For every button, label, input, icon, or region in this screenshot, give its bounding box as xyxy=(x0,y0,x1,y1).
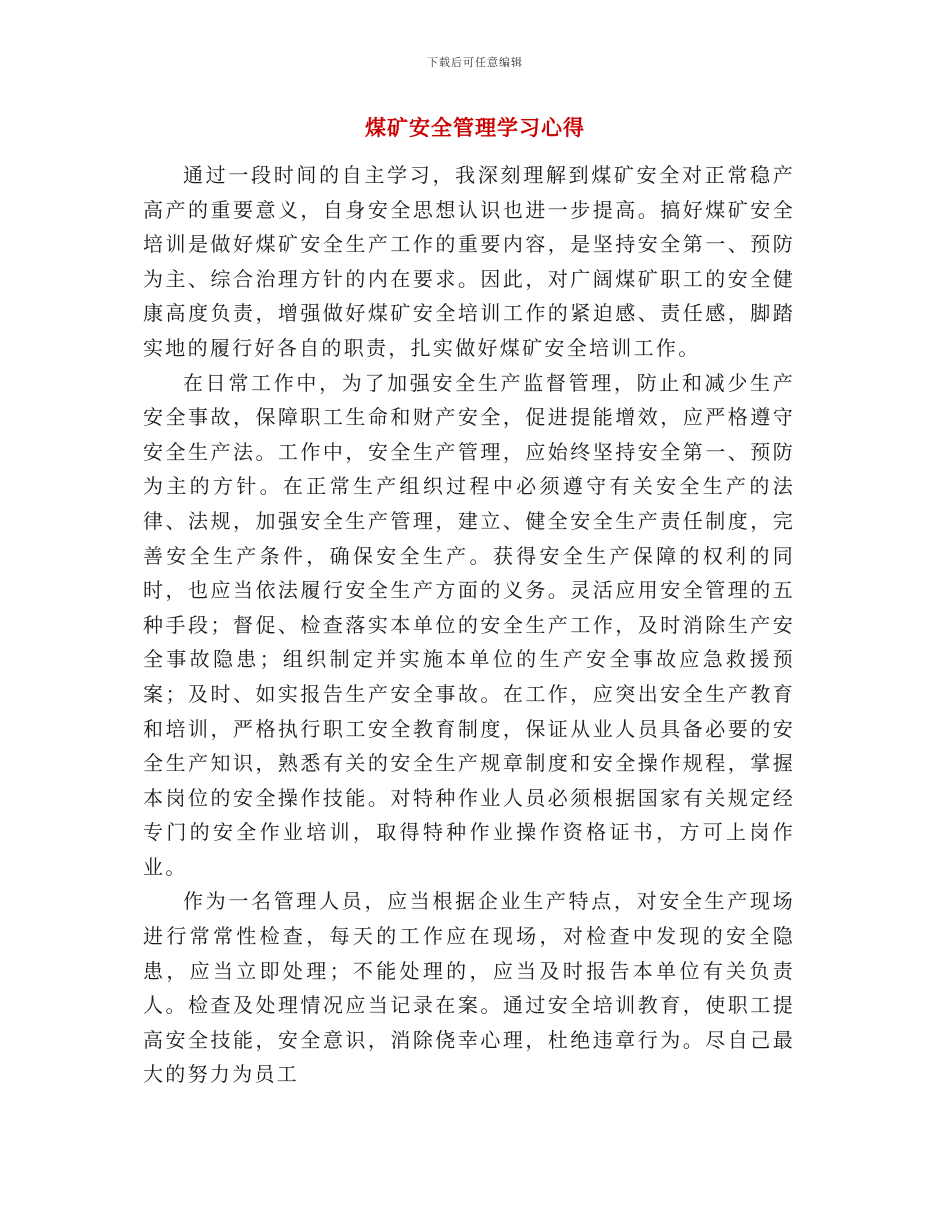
paragraph-3: 作为一名管理人员，应当根据企业生产特点，对安全生产现场进行常常性检查，每天的工作应在现场，对检查中发现的安全隐患，应当立即处理；不能处理的，应当及时报告本单位有关负责人。检查及处理情况应当记录在案。通过安全培训教育，使职工提高安全技能，安全意识，消除侥幸心理，杜绝违章行为。尽自己最大的努力为员工 xyxy=(143,889,795,1087)
paragraph-2: 在日常工作中，为了加强安全生产监督管理，防止和减少生产安全事故，保障职工生命和财产安全，促进提能增效，应严格遵守安全生产法。工作中，安全生产管理，应始终坚持安全第一、预防为主的方针。在正常生产组织过程中必须遵守有关安全生产的法律、法规，加强安全生产管理，建立、健全安全生产责任制度，完善安全生产条件，确保安全生产。获得安全生产保障的权利的同时，也应当依法履行安全生产方面的义务。灵活应用安全管理的五种手段；督促、检查落实本单位的安全生产工作，及时消除生产安全事故隐患；组织制定并实施本单位的生产安全事故应急救援预案；及时、如实报告生产安全事故。在工作，应突出安全生产教育和培训，严格执行职工安全教育制度，保证从业人员具备必要的安全生产知识，熟悉有关的安全生产规章制度和安全操作规程，掌握本岗位的安全操作技能。对特种作业人员必须根据国家有关规定经专门的安全作业培训，取得特种作业操作资格证书，方可上岗作业。 xyxy=(143,370,795,879)
document-title: 煤矿安全管理学习心得 xyxy=(365,115,585,140)
header-note: 下载后可任意编辑 xyxy=(427,56,523,69)
paragraph-1: 通过一段时间的自主学习，我深刻理解到煤矿安全对正常稳产高产的重要意义，自身安全思想认识也进一步提高。搞好煤矿安全培训是做好煤矿安全生产工作的重要内容，是坚持安全第一、预防为主、综合治理方针的内在要求。因此，对广阔煤矿职工的安全健康高度负责，增强做好煤矿安全培训工作的紧迫感、责任感，脚踏实地的履行好各自的职责，扎实做好煤矿安全培训工作。 xyxy=(143,163,795,360)
document-body xyxy=(143,158,795,1092)
